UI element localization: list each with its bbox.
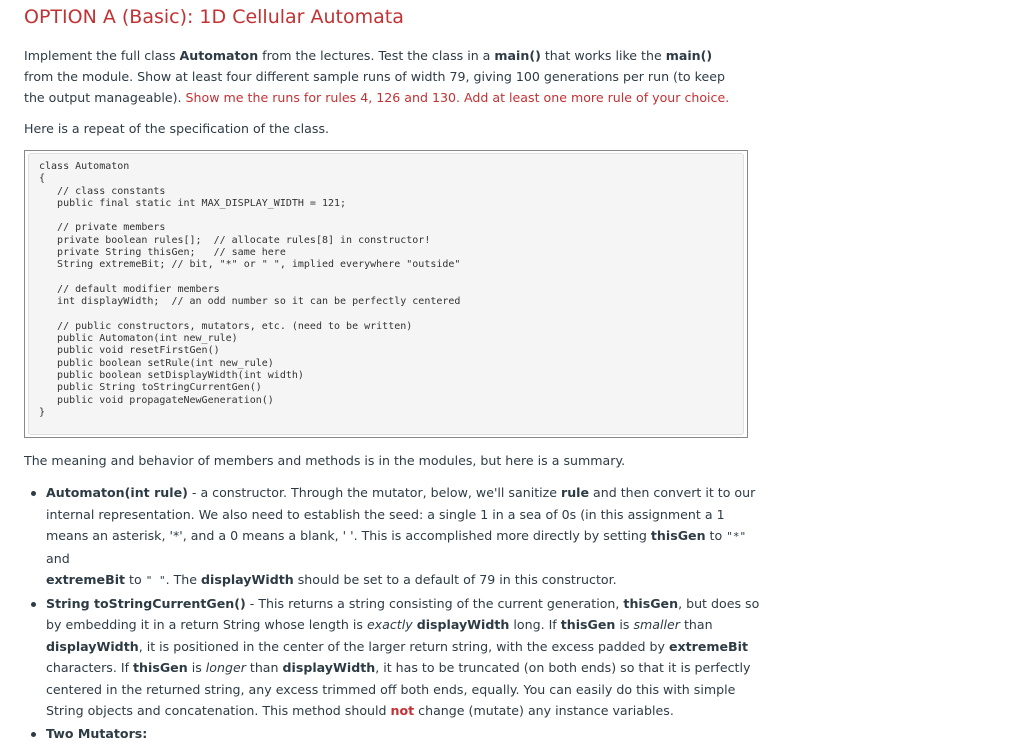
intro-text: Implement the full class <box>24 48 180 63</box>
item-text: change (mutate) any instance variables. <box>414 703 674 718</box>
class-specification-code: class Automaton { // class constants public final static int MAX_DISPLAY_WIDTH = 121; // private members private boolean rules[]; // allocate rules[8] in constructor! private String thisGen; // same here String extremeBit; // bit, "*" or " ", implied everywhere "outside" // default modifier members int displayWidth; // an odd number so it can be perfectly centered // public constructors, mutators, etc. (need to be written) public Automaton(int new_rule) public void resetFirstGen() public boolean setRule(int new_rule) public boolean setDisplayWidth(int width) public String toStringCurrentGen() public void propagateNewGeneration() } <box>39 161 461 418</box>
item-text: and then convert it to our internal representation. We also need to establish the seed: a single 1 in a sea of 0s (in this assignment a 1 means an asterisk, '*', and a 0 means a blank, ' '. This is accomplished more directly by setting <box>46 485 756 543</box>
item-text: to <box>125 572 146 587</box>
list-item-constructor <box>46 482 766 592</box>
keyword: thisGen <box>623 595 679 611</box>
item-text: is <box>187 660 206 675</box>
keyword: thisGen <box>560 617 616 632</box>
item-text: should be set to a default of 79 in this constructor. <box>293 572 617 587</box>
method-summary-list <box>24 482 766 745</box>
keyword: displayWidth <box>416 617 510 632</box>
inline-code: " " <box>145 574 166 587</box>
item-text: and <box>46 550 70 566</box>
item-heading: String toStringCurrentGen() <box>46 595 246 611</box>
inline-code: "*" <box>726 530 747 543</box>
keyword: extremeBit <box>668 638 748 654</box>
keyword: extremeBit <box>46 572 126 587</box>
intro-main: main() <box>494 48 541 63</box>
intro-class-name: Automaton <box>179 48 259 63</box>
code-block-inner <box>28 153 744 435</box>
code-block <box>24 150 748 438</box>
item-text: , but does so by embedding it in a return String whose length is <box>46 595 760 632</box>
item-text: - a constructor. Through the mutator, below, we'll sanitize <box>187 485 561 500</box>
intro-requirement-highlight: Show me the runs for rules 4, 126 and 130. Add at least one more rule of your choice. <box>185 90 730 105</box>
repeat-paragraph: Here is a repeat of the specification of the class. <box>24 121 330 136</box>
item-text: , it has to be truncated (on both ends) so that it is perfectly centered in the returned string, any excess trimmed off both ends, equally. You can easily do this with simple String objects and concatenation. This method should <box>46 660 751 718</box>
intro-paragraph <box>24 45 739 108</box>
item-heading: Two Mutators: <box>46 725 148 741</box>
item-text: - This returns a string consisting of the current generation, <box>245 595 624 611</box>
list-item-tostring <box>46 593 766 722</box>
emphasis: exactly <box>366 617 413 632</box>
keyword: displayWidth <box>282 660 376 675</box>
bullet-icon <box>31 732 36 737</box>
list-item-mutators <box>46 723 766 745</box>
keyword: thisGen <box>650 528 706 543</box>
keyword: rule <box>561 485 590 500</box>
item-text: is <box>615 617 634 632</box>
page-title: OPTION A (Basic): 1D Cellular Automata <box>24 6 404 28</box>
bullet-icon <box>31 602 36 607</box>
summary-intro-paragraph: The meaning and behavior of members and methods is in the modules, but here is a summary. <box>24 453 626 468</box>
intro-text: from the module. Show at least four different sample runs of width 79, giving 100 generations per run (to keep the output manageable). <box>24 69 725 105</box>
emphasis: longer <box>205 660 246 675</box>
item-text: long. If <box>509 617 561 632</box>
item-heading: Automaton(int rule) <box>46 485 188 500</box>
keyword: thisGen <box>133 660 188 675</box>
keyword: displayWidth <box>201 572 294 587</box>
keyword: displayWidth <box>46 638 139 654</box>
item-text: , it is positioned in the center of the larger return string, with the excess padded by <box>138 638 669 654</box>
intro-main: main() <box>665 48 713 63</box>
emphasis: smaller <box>633 617 680 632</box>
intro-text: from the lectures. Test the class in a <box>258 48 495 63</box>
bullet-icon <box>31 491 36 496</box>
item-text: to <box>705 528 727 543</box>
item-text: characters. If <box>46 660 134 675</box>
item-text: . The <box>165 572 202 587</box>
item-text: than <box>679 617 713 632</box>
intro-text: that works like the <box>540 48 666 63</box>
item-text: than <box>245 660 283 675</box>
emphasis-not: not <box>390 703 415 718</box>
